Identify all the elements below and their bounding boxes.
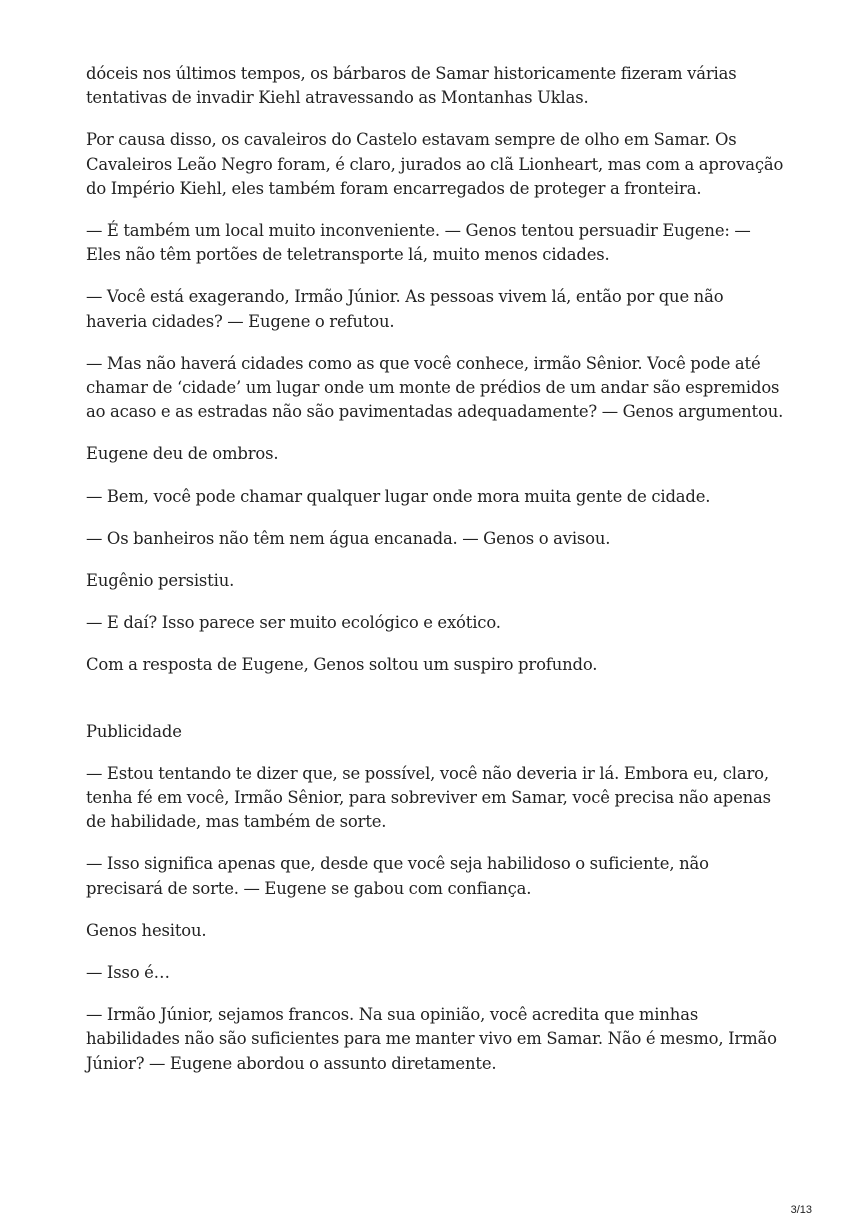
paragraph: — Mas não haverá cidades como as que você conhece, irmão Sênior. Você pode até chamar de ‘cidade’ um lugar onde um monte de prédios de um andar são espremidos ao acaso e as estradas não são pavimentadas adequadamente? — Genos argumentou. (86, 353, 784, 422)
paragraph: Genos hesitou. (86, 920, 207, 940)
paragraph: — Irmão Júnior, sejamos francos. Na sua opinião, você acredita que minhas habilidades não são suficientes para me manter vivo em Samar. Não é mesmo, Irmão Júnior? — Eugene abordou o assunto diretamente. (86, 1005, 777, 1073)
paragraph: Por causa disso, os cavaleiros do Castelo estavam sempre de olho em Samar. Os Cavaleiros Leão Negro foram, é claro, jurados ao clã Lionheart, mas com a aprovação do Império Kiehl, eles também foram encarregados de proteger a fronteira. (86, 130, 784, 198)
ad-label: Publicidade (86, 721, 182, 741)
page-number: 3/13 (790, 1204, 812, 1216)
paragraph: — É também um local muito inconveniente. — Genos tentou persuadir Eugene: — Eles não têm portões de teletransporte lá, muito menos cidades. (86, 221, 751, 265)
paragraph: — Você está exagerando, Irmão Júnior. As pessoas vivem lá, então por que não haveria cidades? — Eugene o refutou. (86, 287, 724, 331)
paragraph: — Bem, você pode chamar qualquer lugar onde mora muita gente de cidade. (86, 486, 711, 506)
paragraph: Eugene deu de ombros. (86, 444, 279, 464)
paragraph: Eugênio persistiu. (86, 571, 235, 591)
paragraph: — E daí? Isso parece ser muito ecológico e exótico. (86, 613, 501, 633)
paragraph: — Os banheiros não têm nem água encanada. — Genos o avisou. (86, 528, 611, 548)
paragraph: — Isso significa apenas que, desde que você seja habilidoso o suficiente, não precisará de sorte. — Eugene se gabou com confiança. (86, 854, 709, 898)
paragraph: — Isso é… (86, 963, 170, 983)
paragraph: dóceis nos últimos tempos, os bárbaros de Samar historicamente fizeram várias tentativas de invadir Kiehl atravessando as Montanhas Uklas. (86, 64, 737, 108)
document-body (86, 62, 786, 1076)
paragraph: — Estou tentando te dizer que, se possível, você não deveria ir lá. Embora eu, claro, tenha fé em você, Irmão Sênior, para sobreviver em Samar, você precisa não apenas de habilidade, mas também de sorte. (86, 763, 771, 832)
paragraph: Com a resposta de Eugene, Genos soltou um suspiro profundo. (86, 655, 598, 675)
